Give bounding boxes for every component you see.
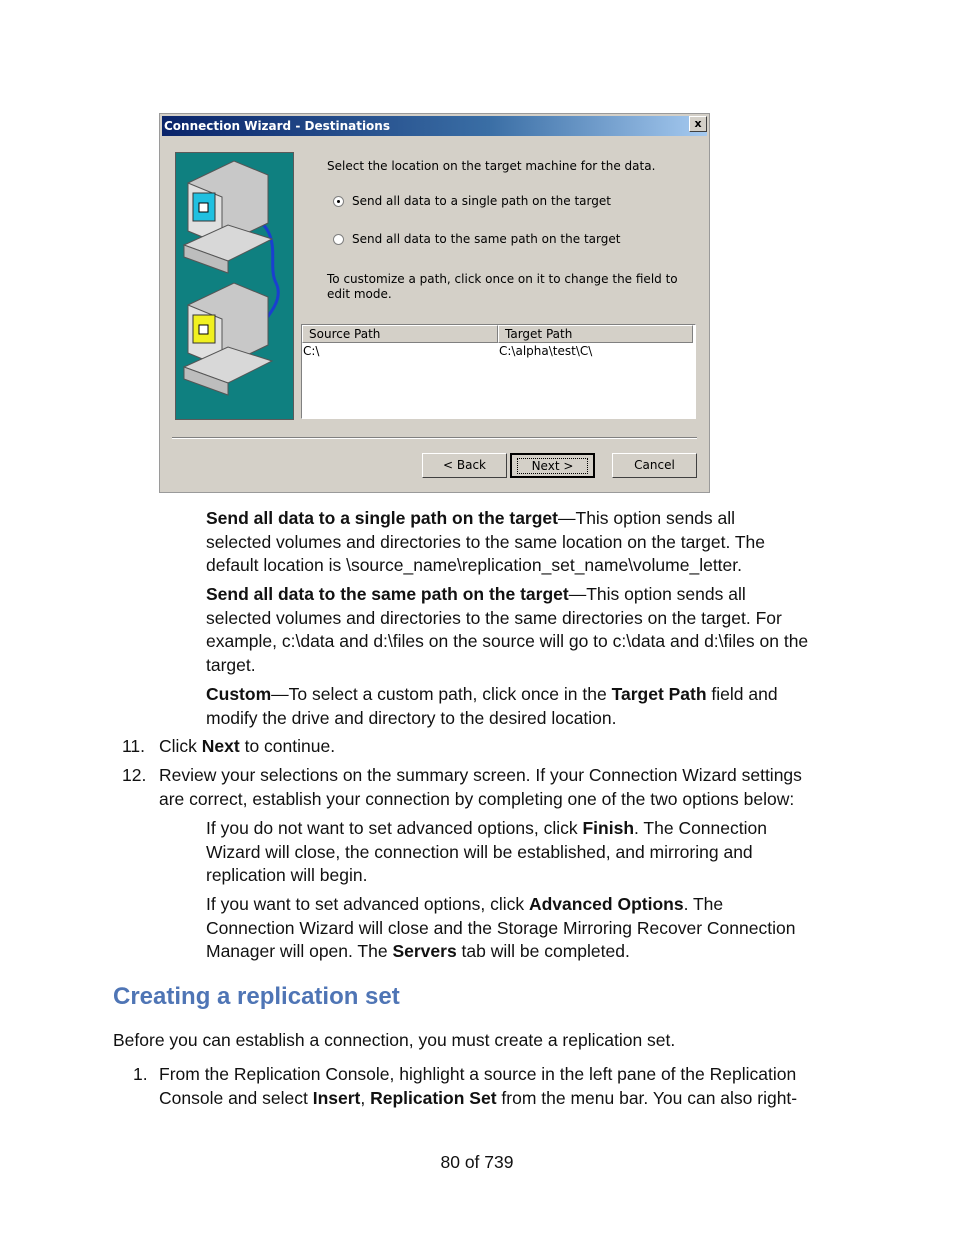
- cancel-button[interactable]: Cancel: [612, 453, 697, 478]
- connection-wizard-screenshot: [159, 113, 710, 493]
- step-12: Review your selections on the summary screen. If your Connection Wizard settings are correct, establish your connection by completing one of the two options below:: [159, 765, 802, 809]
- column-target-path[interactable]: Target Path: [498, 325, 693, 343]
- radio-selected-icon[interactable]: [333, 196, 344, 207]
- radio-unselected-icon[interactable]: [333, 234, 344, 245]
- wizard-instruction: Select the location on the target machine for the data.: [327, 159, 656, 173]
- option-single-path[interactable]: Send all data to a single path on the target: [333, 194, 611, 208]
- customize-hint: To customize a path, click once on it to change the field to edit mode.: [327, 272, 678, 301]
- step-number: 12.: [122, 765, 147, 785]
- step-11: Click Next to continue.: [159, 736, 336, 756]
- close-icon[interactable]: x: [689, 116, 707, 132]
- option-same-description: Send all data to the same path on the target—This option sends all selected volumes and directories to the same directories on the target. For example, c:\data and d:\files on the source will go to c:\data and d:\files on the target.: [206, 584, 809, 675]
- step-1: From the Replication Console, highlight a source in the left pane of the Replication Console and select Insert, Replication Set from the menu bar. You can also right-: [159, 1064, 798, 1108]
- section-intro: Before you can establish a connection, you must create a replication set.: [113, 1030, 676, 1050]
- wizard-title: Connection Wizard - Destinations: [162, 116, 707, 136]
- next-button[interactable]: Next >: [510, 453, 595, 478]
- table-row[interactable]: [302, 343, 695, 359]
- option-custom-description: Custom—To select a custom path, click once in the Target Path field and modify the drive and directory to the desired location.: [206, 684, 778, 728]
- computers-icon: [176, 153, 293, 419]
- advanced-option: If you want to set advanced options, click Advanced Options. The Connection Wizard will close and the Storage Mirroring Recover Connection Manager will open. The Servers tab will be completed.: [206, 894, 796, 961]
- option-single-description: Send all data to a single path on the target—This option sends all selected volumes and directories to the same location on the target. The default location is \source_name\replication_set_name\volume_letter.: [206, 508, 766, 575]
- step-number: 1.: [133, 1064, 148, 1084]
- section-heading: Creating a replication set: [113, 983, 400, 1010]
- path-list[interactable]: [301, 324, 696, 419]
- finish-option: If you do not want to set advanced options, click Finish. The Connection Wizard will close, the connection will be established, and mirroring and replication will begin.: [206, 818, 767, 885]
- source-path-cell: C:\: [303, 344, 320, 358]
- step-number: 11.: [122, 736, 146, 756]
- target-path-cell[interactable]: C:\alpha\test\C\: [499, 344, 593, 358]
- page-number: 80 of 739: [440, 1152, 514, 1172]
- column-source-path[interactable]: Source Path: [302, 325, 498, 343]
- option-same-path[interactable]: Send all data to the same path on the target: [333, 232, 620, 246]
- back-button[interactable]: < Back: [422, 453, 507, 478]
- divider: [172, 437, 697, 439]
- computers-illustration: [175, 152, 294, 420]
